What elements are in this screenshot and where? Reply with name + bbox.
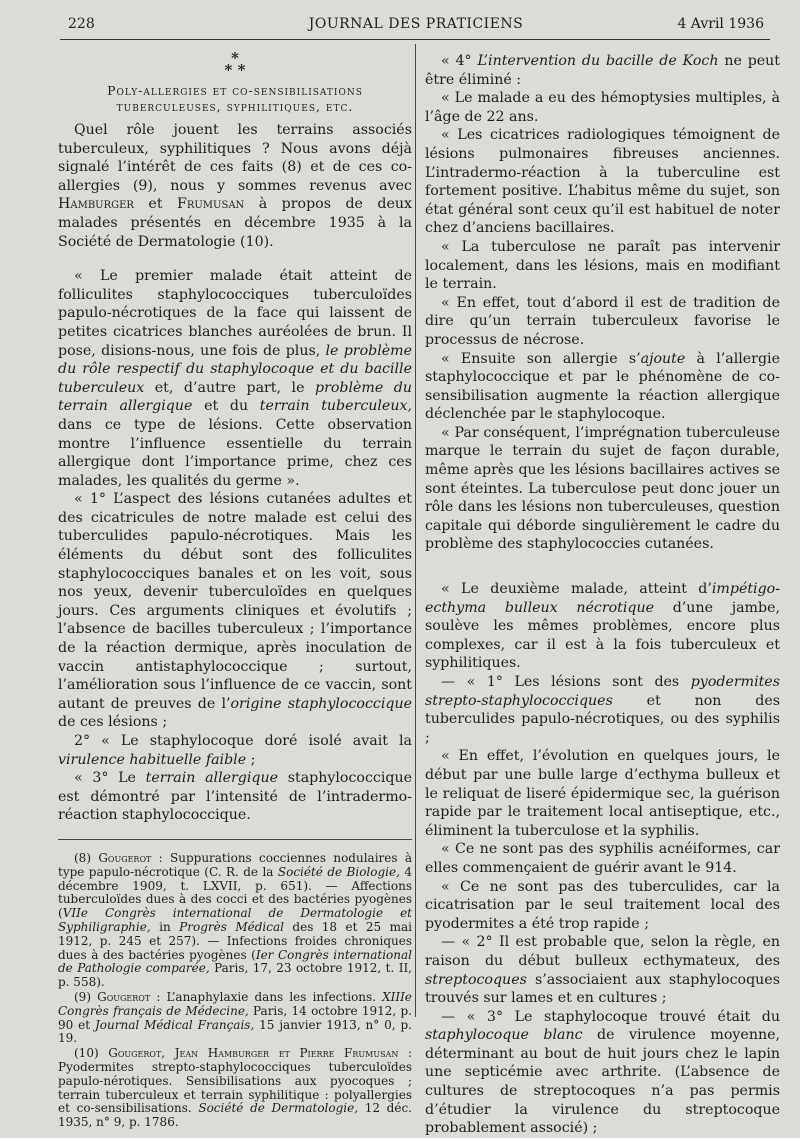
terrain-paragraph: « La tuberculose ne paraît pas intervenir localement, dans les lésions, mais en modifiant le terrain. bbox=[425, 238, 780, 293]
radiology-paragraph: « Les cicatrices radiologiques témoignent de lésions pulmonaires fibreuses anciennes. L’intradermo-réaction à la tuberculine est fortement positive. L’habitus même du sujet, son état général sont ceux qu’il est habituel de noter chez d’anciens bacillaires. bbox=[425, 127, 780, 237]
second-case-paragraph: « Le deuxième malade, atteint d’impétigo-ecthyma bulleux nécrotique d’une jambe, soulève les mêmes problèmes, encore plus complexes, car il est à la fois tuberculeux et syphilitiques. bbox=[425, 581, 780, 672]
left-column bbox=[58, 49, 413, 1131]
not-syphilis-paragraph: « Ce ne sont pas des syphilis acnéiformes, car elles commençaient de guérir avant le 914. bbox=[425, 841, 780, 876]
first-case-paragraph: « Le premier malade était atteint de folliculites staphylococciques tuberculoïdes papulo-nécrotiques de la face qui laissent de petites cicatrices blanches auréolées de brun. Il pose, disions-nous, une fois de plus, le problème du rôle respectif du staphylocoque et du bacille tuberculeux et, d’autre part, le problème du terrain allergique et du terrain tuberculeux, dans ce type de lésions. Cette observation montre l’influence essentielle du terrain allergique dont l’importance prime, chez ces malades, les qualités du germe ». bbox=[58, 268, 412, 489]
section-title-line2: tuberculeuses, syphilitiques, etc. bbox=[116, 99, 354, 114]
footnote-10: (10) Gougerot, Jean Hamburger et Pierre Frumusan : Pyodermites strepto-staphylococciques tuberculoïdes papulo-nérotiques. Sensibilisations aux pyocoques ; terrain tuberculeux et terrain syphilitique : polyallergies et co-sensibilisations. Société de Dermatologie, 12 déc. 1935, n° 9, p. 1786. bbox=[58, 1046, 412, 1130]
running-header bbox=[68, 16, 764, 38]
intro-paragraph: Quel rôle jouent les terrains associés tuberculeux, syphilitiques ? Nous avons déjà signalé l’intérêt de ces faits (8) et de ces co-allergies (9), nous y sommes revenus avec Hamburger et Frumusan à propos de deux malades présentés en décembre 1935 à la Société de Dermatologie (10). bbox=[58, 122, 413, 250]
section-title bbox=[58, 83, 412, 115]
issue-date: 4 Avril 1936 bbox=[677, 16, 764, 32]
section-stars: * * * bbox=[224, 49, 246, 79]
point-2-paragraph: 2° « Le staphylocoque doré isolé avait la virulence habituelle faible ; bbox=[58, 733, 412, 768]
footnotes bbox=[58, 852, 412, 1130]
author-frumusan: Frumusan bbox=[177, 196, 245, 213]
not-tuberculides-paragraph: « Ce ne sont pas des tuberculides, car la cicatrisation par le seul traitement local des pyodermites a été trop rapide ; bbox=[425, 878, 780, 932]
section-title-line1: Poly-allergies et co-sensibilisations bbox=[107, 83, 363, 98]
footnote-rule bbox=[58, 839, 412, 840]
footnote-8: (8) Gougerot : Suppurations cocciennes nodulaires à type papulo-nécrotique (C. R. de la Société de Biologie, 4 décembre 1909, t. LXVII, p. 651). — Affections tuberculoïdes dues à des cocci et des bactéries pyogènes (VIIe Congrès international de Dermatologie et Syphiligraphie, in Progrès Médical des 18 et 25 mai 1912, p. 245 et 257). — Infections froides chroniques dues à des bactéries pyogènes (Ier Congrès international de Pathologie comparée, Paris, 17, 23 octobre 1912, t. II, p. 558). bbox=[58, 850, 412, 990]
point-4-paragraph: « 4° L’intervention du bacille de Koch ne peut être éliminé : bbox=[425, 53, 781, 88]
consequence-paragraph: « Par conséquent, l’imprégnation tuberculeuse marque le terrain du sujet de façon durable, même après que les lésions bacillaires actives se sont éteintes. La tuberculose peut donc jouer un rôle dans les lésions non tuberculeuses, question capitale qui déborde singulièrement le cadre du problème des staphylococcies cutanées. bbox=[425, 424, 780, 553]
column-divider bbox=[415, 44, 416, 1017]
allergy-paragraph: « Ensuite son allergie s’ajoute à l’allergie staphylococcique et par le phénomène de co-sensibilisation augmente la réaction allergique déclenchée par le staphylocoque. bbox=[425, 350, 780, 423]
header-rule bbox=[60, 39, 770, 40]
point-3-paragraph: « 3° Le terrain allergique staphylococcique est démontré par l’intensité de l’intradermo-réaction staphylococcique. bbox=[58, 770, 412, 824]
author-hamburger: Hamburger bbox=[58, 196, 134, 213]
page-number: 228 bbox=[68, 16, 95, 32]
right-column bbox=[425, 52, 780, 1138]
necrosis-paragraph: « En effet, tout d’abord il est de tradition de dire qu’un terrain tuberculeux favorise le processus de nécrose. bbox=[425, 294, 780, 348]
evolution-paragraph: « En effet, l’évolution en quelques jours, le début par une bulle large d’ecthyma bulleux et le reliquat de liseré épidermique sec, la guérison rapide par le traitement local antiseptique, etc., éliminent la tuberculose et la syphilis. bbox=[425, 748, 780, 839]
footnote-9: (9) Gougerot : L’anaphylaxie dans les infections. XIIIe Congrès français de Médecine, Paris, 14 octobre 1912, p. 90 et Journal Médical Français, 15 janvier 1913, n° 0, p. 19. bbox=[58, 989, 413, 1046]
second-point-1-paragraph: — « 1° Les lésions sont des pyodermites strepto-staphylococciques et non des tuberculides papulo-nécrotiques, ou des syphilis ; bbox=[425, 674, 780, 746]
hemoptysis-paragraph: « Le malade a eu des hémoptysies multiples, à l’âge de 22 ans. bbox=[425, 90, 780, 125]
point-1-paragraph: « 1° L’aspect des lésions cutanées adultes et des cicatricules de notre malade est celui des tuberculides papulo-nécrotiques. Mais les éléments du début sont des folliculites staphylococciques banales et on les voit, sous nos yeux, devenir tuberculoïdes en quelques jours. Ces arguments cliniques et évolutifs ; l’absence de bacilles tuberculeux ; l’importance de la réaction dermique, après inoculation de vaccin antistaphylococcique ; surtout, l’amélioration sous l’influence de ce vaccin, sont autant de preuves de l’origine staphylococcique de ces lésions ; bbox=[58, 491, 413, 731]
second-point-2-paragraph: — « 2° Il est probable que, selon la règle, en raison du début bulleux ecthymateux, des streptocoques s’associaient aux staphylocoques trouvés sur lames et en cultures ; bbox=[425, 934, 780, 1007]
second-point-3-paragraph: — « 3° Le staphylocoque trouvé était du staphylocoque blanc de virulence moyenne, déterminant au bout de huit jours chez le lapin une septicémie avec arthrite. (L’absence de cultures de streptocoques n’a pas permis d’étudier la virulence du streptocoque probablement associé) ; bbox=[425, 1008, 780, 1137]
journal-title: JOURNAL DES PRATICIENS bbox=[308, 16, 524, 32]
